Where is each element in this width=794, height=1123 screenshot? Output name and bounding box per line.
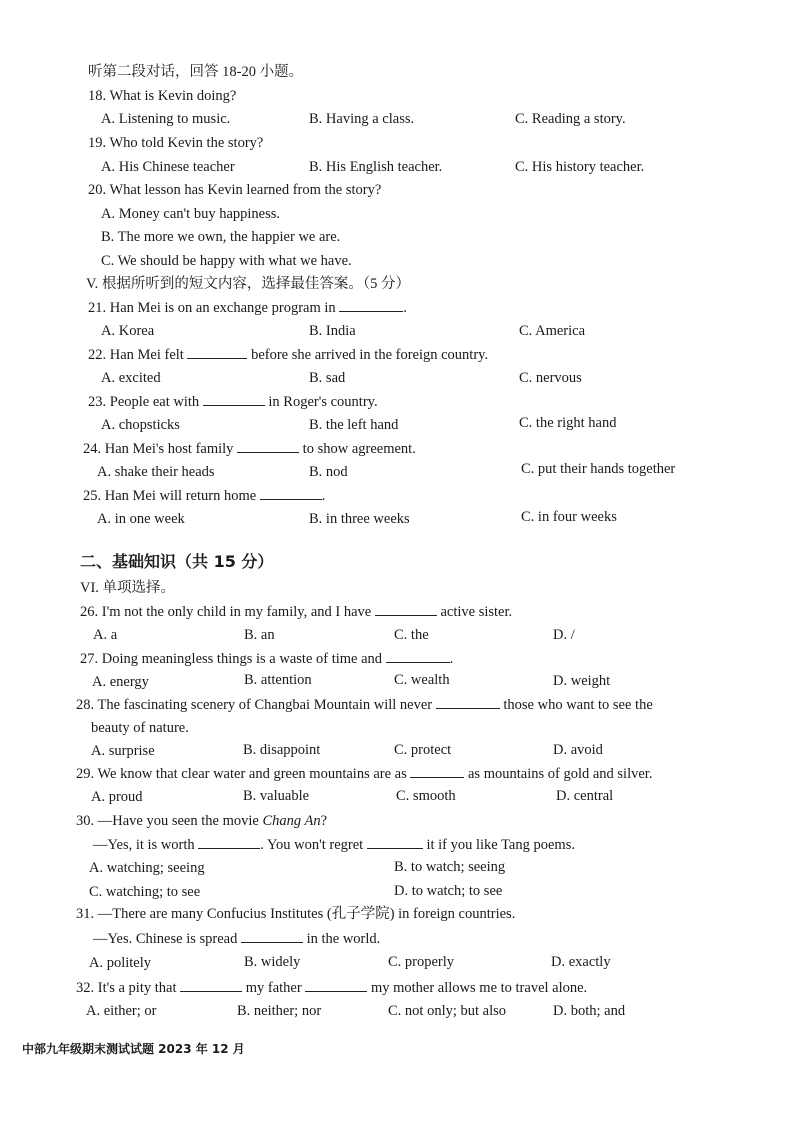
q28-option-b[interactable]: B. disappoint xyxy=(243,742,321,758)
q19-option-b[interactable]: B. His English teacher. xyxy=(309,159,443,175)
answer-blank[interactable] xyxy=(198,834,260,849)
q21-option-a[interactable]: A. Korea xyxy=(101,323,155,339)
q32-option-a[interactable]: A. either; or xyxy=(86,1003,157,1019)
q28-option-d[interactable]: D. avoid xyxy=(553,742,603,758)
question-26: 26. I'm not the only child in my family, and I have active sister. xyxy=(80,601,512,622)
question-28: 28. The fascinating scenery of Changbai Mountain will never those who want to see the xyxy=(76,694,653,715)
q22-option-a[interactable]: A. excited xyxy=(101,370,161,386)
q28-option-c[interactable]: C. protect xyxy=(394,742,452,758)
q30-option-b[interactable]: B. to watch; seeing xyxy=(394,859,506,875)
q25-option-c[interactable]: C. in four weeks xyxy=(521,509,617,525)
q29-option-d[interactable]: D. central xyxy=(556,788,614,804)
q26-option-b[interactable]: B. an xyxy=(244,627,275,643)
q24-option-b[interactable]: B. nod xyxy=(309,464,348,480)
q30-option-a[interactable]: A. watching; seeing xyxy=(89,860,205,876)
q29-option-a[interactable]: A. proud xyxy=(91,789,143,805)
question-30-reply: —Yes, it is worth . You won't regret it if you like Tang poems. xyxy=(93,834,575,855)
question-18: 18. What is Kevin doing? xyxy=(88,88,237,104)
question-29: 29. We know that clear water and green mountains are as as mountains of gold and silver. xyxy=(76,763,652,784)
q22-option-c[interactable]: C. nervous xyxy=(519,370,582,386)
q23-option-c[interactable]: C. the right hand xyxy=(519,415,617,431)
answer-blank[interactable] xyxy=(203,391,265,406)
q24-option-c[interactable]: C. put their hands together xyxy=(521,461,676,477)
q21-option-b[interactable]: B. India xyxy=(309,323,356,339)
q31-option-c[interactable]: C. properly xyxy=(388,954,455,970)
answer-blank[interactable] xyxy=(180,977,242,992)
part6-heading: VI. 单项选择。 xyxy=(80,580,176,596)
question-27: 27. Doing meaningless things is a waste of time and . xyxy=(80,648,453,669)
answer-blank[interactable] xyxy=(436,694,500,709)
q23-option-a[interactable]: A. chopsticks xyxy=(101,417,180,433)
q28-option-a[interactable]: A. surprise xyxy=(91,743,155,759)
q25-option-a[interactable]: A. in one week xyxy=(97,511,185,527)
q18-option-b[interactable]: B. Having a class. xyxy=(309,111,415,127)
answer-blank[interactable] xyxy=(410,763,464,778)
q31-option-b[interactable]: B. widely xyxy=(244,954,301,970)
q19-option-a[interactable]: A. His Chinese teacher xyxy=(101,159,235,175)
answer-blank[interactable] xyxy=(375,601,437,616)
q20-option-a[interactable]: A. Money can't buy happiness. xyxy=(101,206,280,222)
answer-blank[interactable] xyxy=(237,438,299,453)
answer-blank[interactable] xyxy=(305,977,367,992)
q30-option-c[interactable]: C. watching; to see xyxy=(89,884,201,900)
answer-blank[interactable] xyxy=(187,344,247,359)
question-23: 23. People eat with in Roger's country. xyxy=(88,391,378,412)
q24-option-a[interactable]: A. shake their heads xyxy=(97,464,215,480)
question-32: 32. It's a pity that my father my mother allows me to travel alone. xyxy=(76,977,587,998)
answer-blank[interactable] xyxy=(386,648,450,663)
question-20: 20. What lesson has Kevin learned from the story? xyxy=(88,182,382,198)
q25-option-b[interactable]: B. in three weeks xyxy=(309,511,410,527)
question-22: 22. Han Mei felt before she arrived in the foreign country. xyxy=(88,344,488,365)
q21-option-c[interactable]: C. America xyxy=(519,323,586,339)
question-31-reply: —Yes. Chinese is spread in the world. xyxy=(93,928,380,949)
q31-option-a[interactable]: A. politely xyxy=(89,955,152,971)
question-21: 21. Han Mei is on an exchange program in . xyxy=(88,297,407,318)
q26-option-a[interactable]: A. a xyxy=(93,627,118,643)
question-19: 19. Who told Kevin the story? xyxy=(88,135,264,151)
q20-option-b[interactable]: B. The more we own, the happier we are. xyxy=(101,229,341,245)
question-30: 30. —Have you seen the movie Chang An? xyxy=(76,813,328,829)
q26-option-c[interactable]: C. the xyxy=(394,627,429,643)
q27-option-b[interactable]: B. attention xyxy=(244,672,312,688)
part5-heading: V. 根据所听到的短文内容，选择最佳答案。（5 分） xyxy=(86,276,410,292)
part2-intro: 听第二段对话，回答 18-20 小题。 xyxy=(88,64,304,80)
q31-option-d[interactable]: D. exactly xyxy=(551,954,611,970)
q19-option-c[interactable]: C. His history teacher. xyxy=(515,159,645,175)
question-31: 31. —There are many Confucius Institutes (孔子学院) in foreign countries. xyxy=(76,906,516,922)
q27-option-a[interactable]: A. energy xyxy=(92,674,149,690)
q27-option-d[interactable]: D. weight xyxy=(553,673,611,689)
q18-option-c[interactable]: C. Reading a story. xyxy=(515,111,626,127)
answer-blank[interactable] xyxy=(241,928,303,943)
q23-option-b[interactable]: B. the left hand xyxy=(309,417,399,433)
page-footer: 中部九年级期末测试试题 2023 年 12 月 xyxy=(22,1042,245,1056)
question-25: 25. Han Mei will return home . xyxy=(83,485,325,506)
q28-continuation: beauty of nature. xyxy=(91,720,189,736)
answer-blank[interactable] xyxy=(339,297,403,312)
section2-heading: 二、基础知识（共 15 分） xyxy=(80,552,274,571)
q29-option-c[interactable]: C. smooth xyxy=(396,788,456,804)
q30-option-d[interactable]: D. to watch; to see xyxy=(394,883,503,899)
q18-option-a[interactable]: A. Listening to music. xyxy=(101,111,231,127)
q27-option-c[interactable]: C. wealth xyxy=(394,672,450,688)
q32-option-c[interactable]: C. not only; but also xyxy=(388,1003,507,1019)
q22-option-b[interactable]: B. sad xyxy=(309,370,346,386)
q20-option-c[interactable]: C. We should be happy with what we have. xyxy=(101,253,352,269)
answer-blank[interactable] xyxy=(260,485,322,500)
q29-option-b[interactable]: B. valuable xyxy=(243,788,310,804)
q26-option-d[interactable]: D. / xyxy=(553,627,575,643)
question-24: 24. Han Mei's host family to show agreement. xyxy=(83,438,416,459)
q32-option-b[interactable]: B. neither; nor xyxy=(237,1003,322,1019)
q32-option-d[interactable]: D. both; and xyxy=(553,1003,626,1019)
answer-blank[interactable] xyxy=(367,834,423,849)
